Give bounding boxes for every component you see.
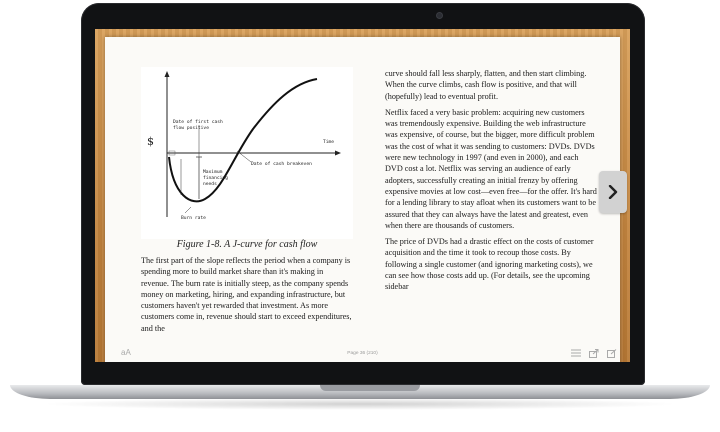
max-financing-label-2: financing [203, 176, 228, 181]
book-page [105, 37, 620, 362]
reader-screen [95, 29, 630, 362]
time-label: Time [323, 140, 335, 145]
paragraph: The price of DVDs had a drastic effect on the costs of customer acquisition and the time it took to recoup those costs. By following a single customer (and ignoring marketing costs), we can see how those costs add up. (For details, see the upcoming sidebar [385, 237, 594, 292]
breakeven-label: Date of cash breakeven [251, 162, 312, 167]
burn-rate-label: Burn rate [181, 216, 206, 221]
dollar-label: $ [147, 135, 154, 148]
max-financing-label-3: needs [203, 182, 217, 187]
left-column [141, 255, 353, 339]
edit-icon[interactable] [606, 348, 618, 358]
paragraph: curve should fall less sharply, flatten, and then start climbing. When the curve climbs, cash flow is positive, and that will (hopefully) lead to eventual profit. [385, 69, 587, 101]
j-curve-figure [141, 67, 353, 239]
chevron-right-icon [608, 185, 618, 199]
figure-caption: Figure 1-8. A J-curve for cash flow [176, 239, 318, 250]
laptop-base [10, 385, 710, 399]
first-positive-label-1: Date of first cash [173, 120, 223, 125]
right-column [385, 68, 597, 298]
lid-notch [320, 385, 420, 391]
laptop-shadow [40, 398, 680, 410]
font-size-button[interactable]: aA [121, 348, 131, 357]
toolbar [570, 348, 618, 358]
page-number: Page 36 (210) [347, 351, 378, 356]
paragraph: Netflix faced a very basic problem: acquiring new customers was tremendously expensive. Building the web infrastructure was expensive, of course, but the bigger, more difficult problem was the cost of what it was sending to customers: DVDs. DVDs were new technology in 1997 (and even in 2000), and each DVD cost a lot. Netflix was serving an audience of early adopters, successfully creating an initial frenzy by offering expensive movies at low cost—even free—for the offer. It's hard for a lending library to stay afloat when its customers want to be assured that they can always have the latest and greatest, even when there are thousands of customers. [385, 107, 597, 230]
share-icon[interactable] [588, 348, 600, 358]
list-icon[interactable] [570, 348, 582, 358]
max-financing-label-1: Maximum [203, 170, 223, 175]
first-positive-label-2: flow positive [173, 126, 209, 131]
paragraph: The first part of the slope reflects the period when a company is spending more to build market share than it's making in revenue. The burn rate is initially steep, as the company spends money on marketing, hiring, and expanding infrastructure, but customers haven't yet rewarded that investment. As more customers come in, revenue should start to exceed expenditures, and the [141, 256, 352, 333]
next-page-button[interactable] [599, 171, 627, 213]
camera [437, 13, 442, 18]
